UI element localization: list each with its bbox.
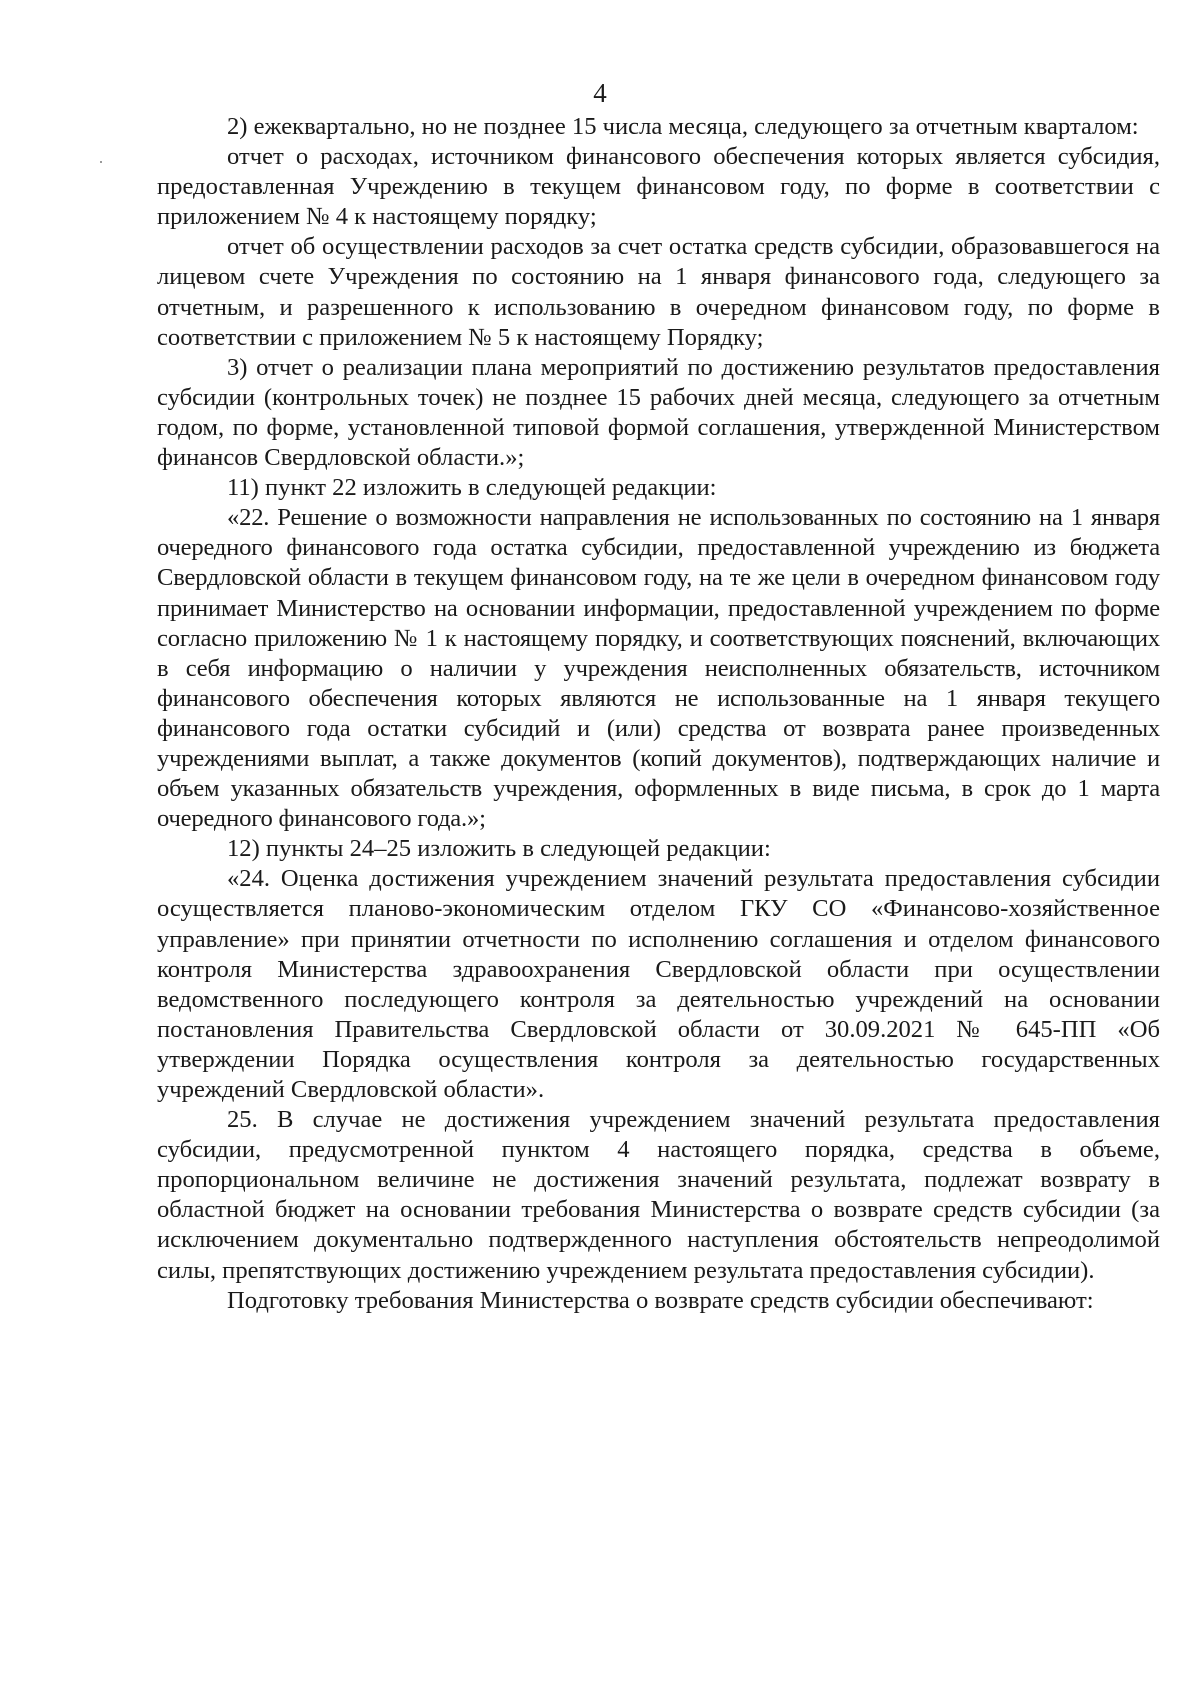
paragraph-amendment-11: 11) пункт 22 изложить в следующей редакции:	[227, 474, 717, 502]
page-number: 4	[593, 78, 607, 108]
paragraph-clause-25: 25. В случае не достижения учреждением значений результата предоставления субсидии, предусмотренной пунктом 4 настоящего порядка, средства в объеме, пропорциональном величине не достижения значений результата, подлежат возврату в областной бюджет на основании требования Министерства о возврате средств субсидии (за исключением документально подтвержденного наступления обстоятельств непреодолимой силы, препятствующих достижению учреждением результата предоставления субсидии).	[157, 1106, 1160, 1284]
paragraph-remainder-report: отчет об осуществлении расходов за счет остатка средств субсидии, образовавшегося на лицевом счете Учреждения по состоянию на 1 января финансового года, следующего за отчетным, и разрешенного к использованию в очередном финансовом году, по форме в соответствии с приложением № 5 к настоящему Порядку;	[157, 233, 1160, 351]
scan-speck	[100, 161, 102, 163]
paragraph-demand-preparation: Подготовку требования Министерства о возврате средств субсидии обеспечивают:	[227, 1286, 1094, 1314]
document-body	[157, 112, 1160, 1316]
paragraph-expense-report: отчет о расходах, источником финансового обеспечения которых является субсидия, предоставленная Учреждению в текущем финансовом году, по форме в соответствии с приложением № 4 к настоящему порядку;	[157, 143, 1160, 231]
paragraph-amendment-12: 12) пункты 24–25 изложить в следующей редакции:	[227, 835, 771, 863]
paragraph-clause-24: «24. Оценка достижения учреждением значений результата предоставления субсидии осуществляется планово-экономическим отделом ГКУ СО «Финансово-хозяйственное управление» при принятии отчетности по исполнению соглашения и отделом финансового контроля Министерства здравоохранения Свердловской области при осуществлении ведомственного последующего контроля за деятельностью учреждений на основании постановления Правительства Свердловской области от 30.09.2021 № 645-ПП «Об утверждении Порядка осуществления контроля за деятельностью государственных учреждений Свердловской области».	[157, 865, 1160, 1103]
paragraph-action-plan-report: 3) отчет о реализации плана мероприятий по достижению результатов предоставления субсидии (контрольных точек) не позднее 15 рабочих дней месяца, следующего за отчетным годом, по форме, установленной типовой формой соглашения, утвержденной Министерством финансов Свердловской области.»;	[157, 353, 1160, 472]
paragraph-clause-22: «22. Решение о возможности направления не использованных по состоянию на 1 января очередного финансового года остатка субсидии, предоставленной учреждению из бюджета Свердловской области в текущем финансовом году, на те же цели в очередном финансовом году принимает Министерство на основании информации, предоставленной учреждением по форме согласно приложению № 1 к настоящему порядку, и соответствующих пояснений, включающих в себя информацию о наличии у учреждения неисполненных обязательств, источником финансового обеспечения которых являются не использованные на 1 января текущего финансового года остатки субсидий и (или) средства от возврата ранее произведенных учреждениями выплат, а также документов (копий документов), подтверждающих наличие и объем указанных обязательств учреждения, оформленных в виде письма, в срок до 1 марта очередного финансового года.»;	[157, 504, 1160, 833]
paragraph-quarterly-reporting: 2) ежеквартально, но не позднее 15 числа месяца, следующего за отчетным кварталом:	[227, 113, 1139, 140]
